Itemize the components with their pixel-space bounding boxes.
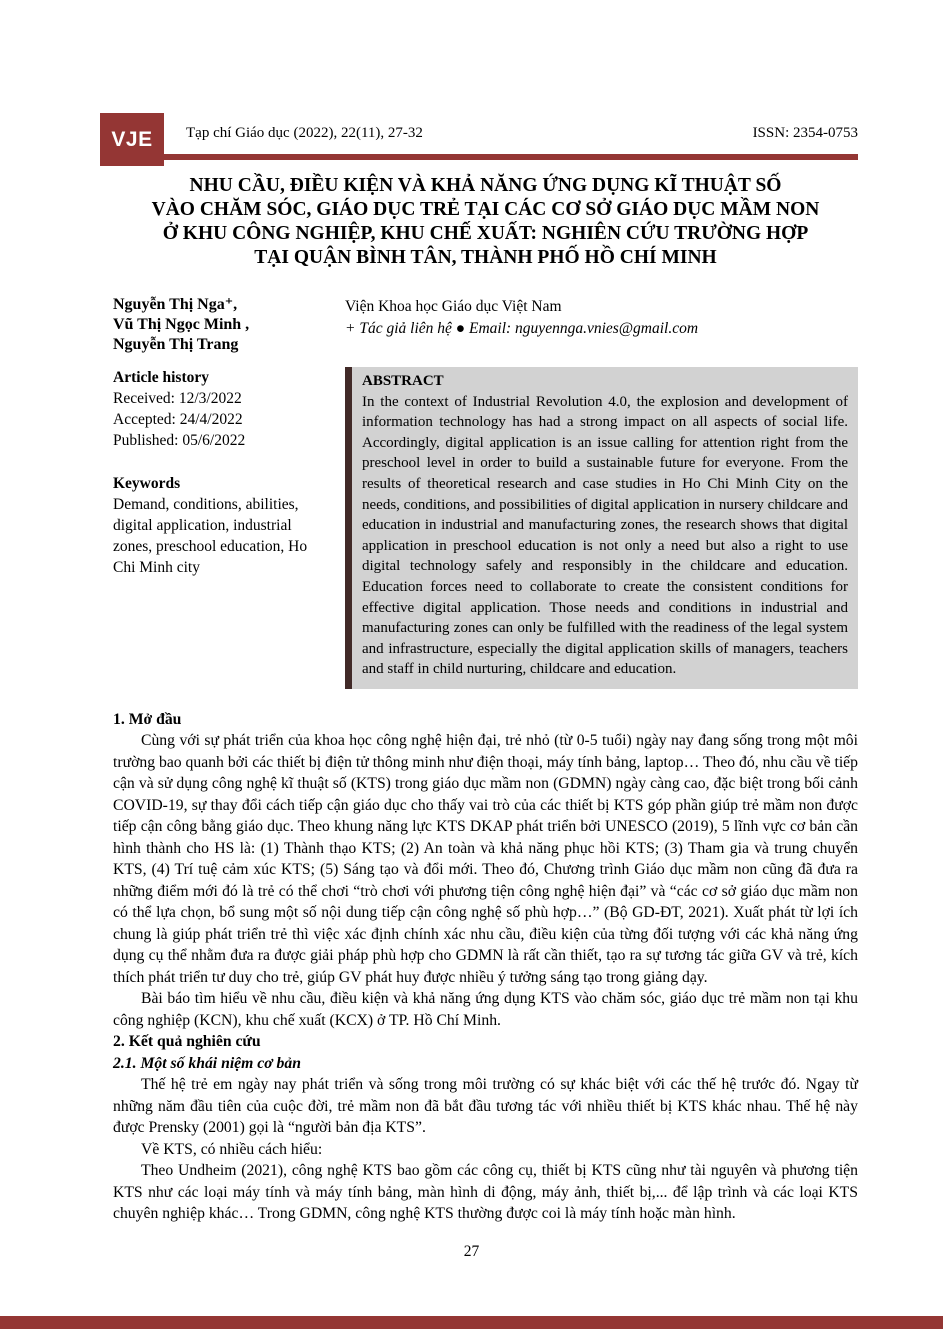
- keywords-block: [113, 473, 331, 578]
- section-2-1-heading: 2.1. Một số khái niệm cơ bản: [113, 1054, 301, 1072]
- published-date: Published: 05/6/2022: [113, 432, 246, 449]
- vje-logo: VJE: [100, 113, 164, 166]
- abstract-text: In the context of Industrial Revolution 4.0, the explosion and development of information technology has had a strong impact on all aspects of social life. Accordingly, digital application is an issue calling for attention right from the preschool level in order to build a sustainable future for everyone. From the results of theoretical research and case studies in Ho Chi Minh City on the needs, conditions, and possibilities of digital application in nursery childcare and education in industrial and manufacturing zones, the research shows that digital application in preschool education is not only a need but also a right to use digital technology safely and responsibly in the childcare and education. Education forces need to collaborate to create the consistent conditions for effective digital application. Those needs and conditions in industrial and manufacturing zones can only be fulfilled with the readiness of the legal system and infrastructure, especially the digital application skills of managers, teachers and staff in child nurturing, childcare and education.: [362, 393, 848, 678]
- body-paragraph-4: Về KTS, có nhiều cách hiểu:: [141, 1140, 323, 1158]
- body-paragraph-2: Bài báo tìm hiểu về nhu cầu, điều kiện và khả năng ứng dụng KTS vào chăm sóc, giáo dục trẻ mầm non tại khu công nghiệp (KCN), khu chế xuất (KCX) ở TP. Hồ Chí Minh.: [113, 990, 858, 1029]
- footer-rule: [0, 1316, 943, 1329]
- keywords-heading: Keywords: [113, 475, 181, 492]
- author-name-3: Nguyễn Thị Trang: [113, 336, 239, 353]
- info-abstract-row: [113, 367, 858, 689]
- paper-title-line-4: TẠI QUẬN BÌNH TÂN, THÀNH PHỐ HỒ CHÍ MINH: [254, 247, 717, 268]
- received-date: Received: 12/3/2022: [113, 390, 242, 407]
- body-paragraph-3: Thế hệ trẻ em ngày nay phát triển và sống trong môi trường có sự khác biệt với các thế hệ trước đó. Ngay từ những năm đầu tiên của cuộc đời, trẻ mầm non đã bắt đầu tương tác với nhiều thiết bị KTS khác nhau. Thế hệ này được Prensky (2001) gọi là “người bản địa KTS”.: [113, 1076, 858, 1137]
- keywords-text: Demand, conditions, abilities, digital application, industrial zones, preschool education, Ho Chi Minh city: [113, 496, 308, 576]
- article-info-column: [113, 367, 345, 578]
- paper-title-line-1: NHU CẦU, ĐIỀU KIỆN VÀ KHẢ NĂNG ỨNG DỤNG KĨ THUẬT SỐ: [189, 175, 782, 196]
- correspondence-note: + Tác giả liên hệ ● Email: nguyennga.vnies@gmail.com: [345, 320, 699, 337]
- body-paragraph-1: Cùng với sự phát triển của khoa học công nghệ hiện đại, trẻ nhỏ (từ 0-5 tuổi) ngày nay đang sống trong một môi trường bao quanh bởi các thiết bị điện tử thông minh như điện thoại, máy tính bảng, laptop… Theo đó, nhu cầu về tiếp cận và sử dụng công nghệ kĩ thuật số (KTS) trong giáo dục mầm non (GDMN) ngày càng cao, đặc biệt trong bối cảnh COVID-19, sự thay đổi cách tiếp cận giáo dục cho thấy vai trò của các thiết bị KTS góp phần giúp trẻ mầm non được tiếp cận công bằng giáo dục. Theo khung năng lực KTS DKAP phát triển bởi UNESCO (2019), 5 lĩnh vực cơ bản cần hình thành cho HS là: (1) Thành thạo KTS; (2) An toàn và khả năng phục hồi KTS; (3) Tham gia và trung chuyển KTS, (4) Trí tuệ cảm xúc KTS; (5) Sáng tạo và đổi mới. Theo đó, Chương trình Giáo dục mầm non cũng đã đưa ra những điểm mới đó là trẻ có thể chơi “trò chơi với phương tiện công nghệ hiện đại” và “các cơ sở giáo dục mầm non có thể lựa chọn, bổ sung một số nội dung tiếp cận công nghệ số phù hợp…” (Bộ GD-ĐT, 2021). Xuất phát từ lợi ích chung là giúp phát triển trẻ thì việc xác định chính xác nhu cầu, điều kiện của từng đối tượng với các khả năng ứng dụng cụ thể nhằm đưa ra được giải pháp phù hợp cho GDMN là rất cần thiết, tạo ra sự tương tác giữa GV và trẻ, kích thích phát triển tư duy cho trẻ, giúp GV phát huy được nhiều ý tưởng sáng tạo trong giảng dạy.: [113, 732, 858, 986]
- page-number: 27: [463, 1242, 480, 1260]
- accepted-date: Accepted: 24/4/2022: [113, 411, 243, 428]
- section-1-heading: 1. Mở đầu: [113, 710, 182, 728]
- abstract-box: [345, 367, 858, 689]
- authors-block: [113, 295, 858, 355]
- section-2-heading: 2. Kết quả nghiên cứu: [113, 1033, 261, 1051]
- article-history-heading: Article history: [113, 369, 209, 386]
- paper-title: [113, 174, 858, 270]
- article-body: [113, 709, 858, 1225]
- author-name-1: Nguyễn Thị Nga⁺,: [113, 296, 238, 313]
- affiliation-block: [345, 295, 858, 355]
- issn-label: ISSN: 2354-0753: [752, 124, 858, 141]
- author-names: [113, 295, 345, 355]
- abstract-heading: ABSTRACT: [362, 373, 444, 389]
- journal-citation: Tạp chí Giáo dục (2022), 22(11), 27-32: [186, 124, 423, 141]
- paper-title-line-2: VÀO CHĂM SÓC, GIÁO DỤC TRẺ TẠI CÁC CƠ SỞ GIÁO DỤC MẦM NON: [151, 199, 820, 220]
- author-name-2: Vũ Thị Ngọc Minh ,: [113, 316, 250, 333]
- affiliation-text: Viện Khoa học Giáo dục Việt Nam: [345, 298, 562, 315]
- body-paragraph-5: Theo Undheim (2021), công nghệ KTS bao gồm các công cụ, thiết bị KTS cũng như tài nguyên và phương tiện KTS như các loại máy tính và máy tính bảng, màn hình di động, máy ảnh, thiết bị,... để lập trình và các loại KTS chuyên nghiệp khác… Trong GDMN, công nghệ KTS thường được coi là máy tính hoặc màn hình.: [113, 1162, 858, 1223]
- paper-title-line-3: Ở KHU CÔNG NGHIỆP, KHU CHẾ XUẤT: NGHIÊN CỨU TRƯỜNG HỢP: [162, 223, 809, 244]
- page-header: [100, 112, 858, 160]
